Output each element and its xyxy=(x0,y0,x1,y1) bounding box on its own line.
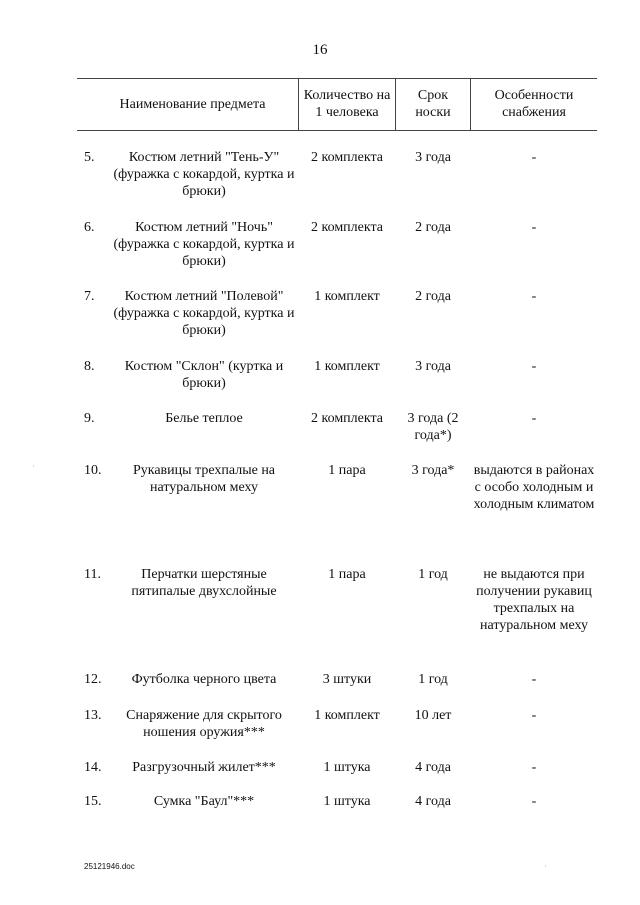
item-name: Снаряжение для скрытого ношения оружия*** xyxy=(126,708,282,740)
item-features: - xyxy=(531,794,537,809)
item-term: 4 года xyxy=(415,794,451,809)
row-number: 7. xyxy=(84,289,95,304)
item-quantity: 2 комплекта xyxy=(311,150,383,165)
item-name: Костюм летний "Полевой" (фуражка с кокардой, куртка и брюки) xyxy=(113,289,295,338)
scan-speck: · xyxy=(544,862,547,871)
header-divider xyxy=(298,78,299,130)
item-term: 2 года xyxy=(415,289,451,304)
row-number: 6. xyxy=(84,220,95,235)
item-term: 1 год xyxy=(418,672,448,687)
item-term: 10 лет xyxy=(414,708,452,723)
item-term: 2 года xyxy=(415,220,451,235)
item-quantity: 2 комплекта xyxy=(311,220,383,235)
item-name: Рукавицы трехпалые на натуральном меху xyxy=(132,463,276,495)
row-number: 15. xyxy=(84,794,102,809)
item-quantity: 1 комплект xyxy=(314,708,380,723)
row-number: 12. xyxy=(84,672,102,687)
item-name: Костюм "Склон" (куртка и брюки) xyxy=(124,359,284,391)
table-top-rule xyxy=(77,78,597,79)
item-features: - xyxy=(531,411,537,426)
item-features: - xyxy=(531,220,537,235)
item-name: Футболка черного цвета xyxy=(131,672,277,687)
item-features: - xyxy=(531,672,537,687)
row-number: 13. xyxy=(84,708,102,723)
table-header-rule xyxy=(77,130,597,131)
header-divider xyxy=(470,78,471,130)
item-term: 1 год xyxy=(418,567,448,582)
item-features: - xyxy=(531,150,537,165)
item-name: Сумка "Баул"*** xyxy=(153,794,255,809)
item-quantity: 1 пара xyxy=(328,567,366,582)
item-quantity: 1 пара xyxy=(328,463,366,478)
item-term: 3 года xyxy=(415,359,451,374)
item-quantity: 3 штуки xyxy=(322,672,372,687)
row-number: 9. xyxy=(84,411,95,426)
item-name: Перчатки шерстяные пятипалые двухслойные xyxy=(131,567,277,599)
file-name-footer: 25121946.doc xyxy=(84,862,135,871)
header-quantity: Количество на 1 человека xyxy=(303,88,391,120)
row-number: 8. xyxy=(84,359,95,374)
item-features: - xyxy=(531,289,537,304)
item-features: - xyxy=(531,359,537,374)
item-quantity: 1 комплект xyxy=(314,359,380,374)
page-number: 16 xyxy=(312,42,328,58)
scan-speck: · xyxy=(32,462,35,471)
item-quantity: 1 штука xyxy=(323,760,371,775)
row-number: 14. xyxy=(84,760,102,775)
row-number: 5. xyxy=(84,150,95,165)
item-quantity: 1 штука xyxy=(323,794,371,809)
item-term: 3 года xyxy=(415,150,451,165)
item-name: Белье теплое xyxy=(165,411,243,426)
header-divider xyxy=(395,78,396,130)
item-name: Разгрузочный жилет*** xyxy=(132,760,276,775)
header-features: Особенности снабжения xyxy=(494,88,574,120)
header-name: Наименование предмета xyxy=(119,96,266,112)
row-number: 10. xyxy=(84,463,102,478)
item-term: 3 года* xyxy=(411,463,455,478)
item-term: 4 года xyxy=(415,760,451,775)
header-term: Срок носки xyxy=(415,88,451,120)
item-quantity: 2 комплекта xyxy=(311,411,383,426)
item-features: - xyxy=(531,708,537,723)
item-term: 3 года (2 года*) xyxy=(407,411,459,443)
item-name: Костюм летний "Ночь" (фуражка с кокардой, куртка и брюки) xyxy=(113,220,295,269)
item-features: не выдаются при получении рукавиц трехпалых на натуральном меху xyxy=(476,567,592,633)
item-name: Костюм летний "Тень-У" (фуражка с кокардой, куртка и брюки) xyxy=(113,150,295,199)
item-features: выдаются в районах с особо холодным и холодным климатом xyxy=(473,463,595,512)
item-features: - xyxy=(531,760,537,775)
item-quantity: 1 комплект xyxy=(314,289,380,304)
row-number: 11. xyxy=(84,567,101,582)
